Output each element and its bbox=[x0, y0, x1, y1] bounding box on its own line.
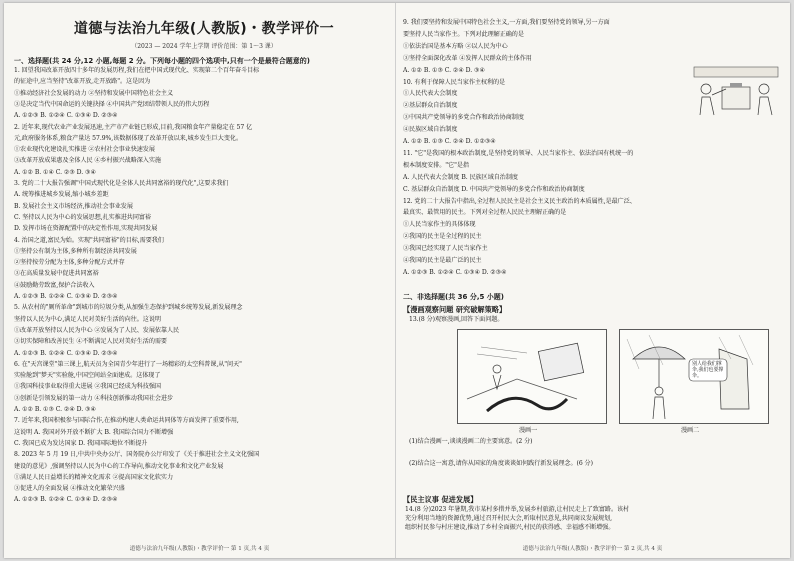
question-line: 最真实、最管用的民主。下列对全过程人民民主理解正确的是 bbox=[403, 209, 567, 217]
question-line: 8. 2023 年 5 月 19 日,中共中央办公厅、国务院办公厅印发了《关于推进社会主义文化强国 bbox=[14, 451, 260, 459]
question-line: A. ①②③ B. ①②④ C. ①③④ D. ②③④ bbox=[14, 349, 118, 357]
question-line: ④鼓励勤劳致富,保护合法收入 bbox=[14, 281, 95, 289]
question-line: 的征途中,应当坚持"改革开放,走开放路"。这是因为 bbox=[14, 78, 151, 86]
question-line: ③我国已经实现了人民当家作主 bbox=[403, 245, 488, 253]
page-footer-left: 道德与法治九年级(人教版)・教学评价一 第 1 页,共 4 页 bbox=[129, 546, 270, 552]
q13-prompt: 13.(8 分)观察漫画,回答下面问题。 bbox=[409, 316, 504, 323]
question-line: ①农业现代化建设扎实推进 ②农村社会事业快速发展 bbox=[14, 146, 155, 154]
question-line: A. ①②③ B. ①②④ C. ①③④ D. ②③④ bbox=[14, 496, 118, 504]
question-line: A. ①② B. ①③ C. ②④ D. ①②③④ bbox=[403, 138, 496, 145]
question-line: ①推动经济社会发展的动力 ②坚持和发展中国特色社会主义 bbox=[14, 89, 174, 97]
question-line: ③在高质量发展中促进共同富裕 bbox=[14, 270, 99, 278]
question-line: C. 基层群众自治制度 D. 中国共产党领导的多党合作和政治协商制度 bbox=[403, 185, 585, 193]
question-line: 建设的意见》,强调坚持以人民为中心的工作导向,推动文化事业和文化产业发展 bbox=[14, 462, 224, 470]
question-line: ②基层群众自治制度 bbox=[403, 102, 458, 110]
question-line: ①人民代表大会制度 bbox=[403, 90, 458, 98]
question-line: 3. 党的二十大报告强调"中国式现代化是全体人民共同富裕的现代化",这要求我们 bbox=[14, 180, 229, 187]
question-line: C. 坚持以人民为中心的发展思想,扎实推进共同富裕 bbox=[14, 213, 151, 221]
section2-heading: 二、非选择题(共 36 分,5 小题) bbox=[403, 293, 504, 301]
question-line: ①依法治国是基本方略 ②以人民为中心 bbox=[403, 42, 508, 50]
comic-one bbox=[457, 329, 607, 424]
q14-line-1: 14.(8 分)2023 年暑期,我市某村多措并举,发展乡村旅游,让村民走上了致富路。该村 bbox=[405, 506, 630, 513]
question-line: 元,政府服务体系,粮食产量达 57.9%,该数据体现了改革开放以来,城乡发生巨大变化。 bbox=[14, 134, 242, 142]
question-line: ①人民当家作主的具体体现 bbox=[403, 221, 476, 229]
q13-sub-2: (2)结合这一寓意,请你从国家的角度谈谈如何践行新发展理念。(6 分) bbox=[409, 460, 593, 467]
question-line: 这说明 A. 我国对外开放不断扩大 B. 我国综合国力不断增强 bbox=[14, 428, 174, 436]
question-line: 坚持以人民为中心,满足人民对美好生活的向往。这说明 bbox=[14, 315, 161, 323]
question-line: 实验舱到"梦天"实验舱,中国空间站全面建成。这体现了 bbox=[14, 372, 161, 380]
question-line: A. ①②③ B. ①②④ C. ①③④ D. ②③④ bbox=[14, 293, 118, 300]
question-line: 1. 回望我国改革开放四十多年的发展历程,我们在把中国式现代化、实现第二个百年奋斗目标 bbox=[14, 67, 260, 74]
exam-sheet bbox=[4, 3, 790, 558]
question-line: A. ①②③ B. ①②④ C. ①③④ D. ②③④ bbox=[403, 268, 507, 276]
question-line: A. ①②③ B. ①②④ C. ①③④ D. ②③④ bbox=[14, 112, 118, 120]
page-footer-right: 道德与法治九年级(人教版)・教学评价一 第 2 页,共 4 页 bbox=[522, 546, 663, 552]
page-title: 道德与法治九年级(人教版)・教学评价一 bbox=[73, 21, 335, 37]
question-line: 4. 治国之道,富民为始。实现"共同富裕"的目标,需要我们 bbox=[14, 236, 164, 244]
banner-democracy: 【民主议事 促进发展】 bbox=[403, 495, 478, 504]
q13-sub-1: (1)结合漫画一,谈谈漫画二的主要寓意。(2 分) bbox=[409, 438, 533, 445]
question-line: 11. "它"是我国的根本政治制度,是坚持党的领导、人民当家作主、依法治国有机统一的 bbox=[403, 149, 634, 157]
section1-heading: 一、选择题(共 24 分,12 小题,每题 2 分。下列每小题的四个选项中,只有一个是最符合题意的) bbox=[14, 57, 310, 65]
question-line: ④我国的民主是最广泛的民主 bbox=[403, 257, 482, 264]
question-line: A. ①② B. ①④ C. ②③ D. ③④ bbox=[14, 168, 96, 176]
question-line: ③创新是引领发展的第一动力 ④科技创新推动我国社会进步 bbox=[14, 394, 174, 402]
voting-illustration bbox=[692, 65, 780, 117]
question-line: A. ①② B. ①③ C. ②④ D. ③④ bbox=[14, 406, 96, 413]
question-line: A. 统筹推进城乡发展,缩小城乡差距 bbox=[14, 191, 109, 199]
q14-line-3: 组织村民参与村庄建设,推动了乡村全面振兴,村民的获得感、幸福感不断增强。 bbox=[405, 524, 615, 531]
question-line: 2. 近年来,现代农业产业发展迅速,主产市产业链已形成,目前,我国粮食年产量稳定在 57 亿 bbox=[14, 123, 253, 131]
question-line: ①改革开放坚持以人民为中心 ②发展为了人民、发展依靠人民 bbox=[14, 326, 180, 334]
question-line: ③中国共产党领导的多党合作和政治协商制度 bbox=[403, 114, 524, 122]
page-left bbox=[4, 3, 396, 558]
page-right bbox=[397, 3, 788, 558]
question-line: A. 人民代表大会制度 B. 民族区域自治制度 bbox=[403, 173, 518, 181]
question-line: ③促进人的全面发展 ④推动文化繁荣兴盛 bbox=[14, 485, 125, 493]
question-line: 6. 在"天宫课堂"第三课上,航天员为全国青少年进行了一场精彩的太空科普课,从"问天" bbox=[14, 360, 242, 368]
question-line: ①满足人民日益增长的精神文化需求 ②提高国家文化软实力 bbox=[14, 473, 174, 481]
question-line: A. ①② B. ①③ C. ②④ D. ③④ bbox=[403, 66, 485, 74]
comic-two-speech-bubble: 别人给我们撑伞,我们也要撑伞。 bbox=[692, 361, 724, 379]
page-subtitle: （2023 — 2024 学年上学期 评价范围：第 1～3 课） bbox=[131, 43, 277, 50]
question-line: 根本制度安排。"它"是指 bbox=[403, 161, 469, 169]
question-line: ③切实保障和改善民生 ④不断满足人民对美好生活的需要 bbox=[14, 338, 167, 346]
question-line: ③坚持全面深化改革 ④发挥人民群众的主体作用 bbox=[403, 54, 532, 62]
comic-two-caption: 漫画二 bbox=[681, 427, 700, 434]
question-line: 9. 我们要坚持和发展中国特色社会主义,一方面,我们要坚持党的领导,另一方面 bbox=[403, 19, 610, 26]
question-line: B. 发展社会主义市场经济,推动社会事业发展 bbox=[14, 202, 133, 210]
question-line: 10. 有利于保障人民当家作主权利的是 bbox=[403, 78, 506, 86]
question-line: ②我国的民主是全过程的民主 bbox=[403, 233, 482, 241]
q14-line-2: 充分利用当地的资源优势,通过召开村民大会,听取村民意见,共同商议发展规划, bbox=[405, 515, 612, 522]
question-line: ③改革开放成果惠及全体人民 ④乡村振兴战略深入实施 bbox=[14, 157, 161, 165]
question-line: 5. 从农村的"厕所革命"到城市的垃圾分类,从加强生态保护到城乡统筹发展,新发展理念 bbox=[14, 304, 243, 312]
question-line: ④民族区域自治制度 bbox=[403, 126, 458, 134]
question-line: 12. 党的二十大报告中指出,全过程人民民主是社会主义民主政治的本质属性,是最广泛、 bbox=[403, 197, 636, 205]
question-line: 7. 近年来,我国积极参与国际合作,在推动构建人类命运共同体等方面发挥了重要作用, bbox=[14, 417, 239, 425]
question-line: 要坚持人民当家作主。下列对此理解正确的是 bbox=[403, 30, 524, 38]
question-line: C. 我国已成为发达国家 D. 我国国际地位不断提升 bbox=[14, 439, 148, 447]
question-line: ①坚持公有制为主体,多种所有制经济共同发展 bbox=[14, 247, 137, 255]
banner-comic: 【漫画观察问题 研究破解策略】 bbox=[403, 305, 507, 314]
question-line: ①我国科技事业取得重大进展 ②我国已经成为科技强国 bbox=[14, 383, 161, 391]
comic-one-caption: 漫画一 bbox=[519, 427, 538, 434]
question-line: ③是决定当代中国命运的关键抉择 ④中国共产党团结带领人民的伟大历程 bbox=[14, 100, 210, 108]
question-line: ②坚持按劳分配为主体,多种分配方式并存 bbox=[14, 259, 125, 267]
question-line: D. 发挥市场在资源配置中的决定性作用,实现共同发展 bbox=[14, 225, 158, 233]
